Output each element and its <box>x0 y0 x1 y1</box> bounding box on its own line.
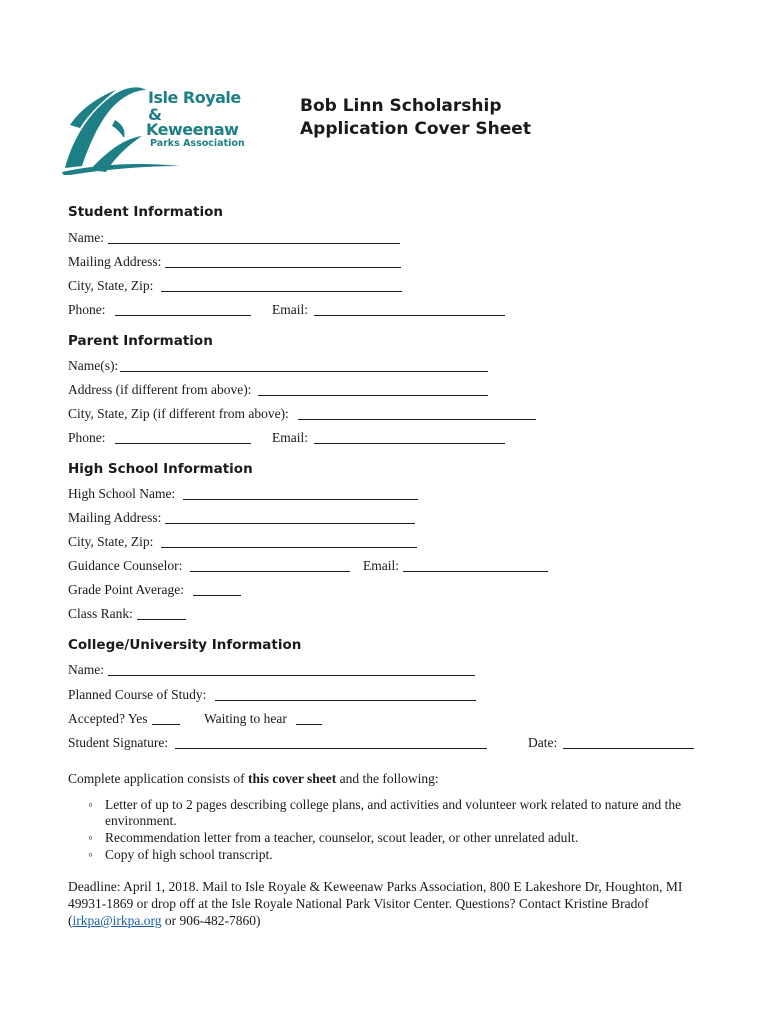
parent-email-field[interactable] <box>314 443 505 444</box>
parent-address-label: Address (if different from above): <box>68 382 252 397</box>
bullet-item-2 <box>88 829 718 846</box>
irkpa-logo <box>60 80 250 175</box>
highschool-mailing-field[interactable] <box>165 523 415 524</box>
parent-contact-row <box>68 429 568 447</box>
parent-phone-field[interactable] <box>115 443 251 444</box>
parent-names-field[interactable] <box>120 371 488 372</box>
accepted-label: Accepted? Yes <box>68 711 148 726</box>
student-mailing-label: Mailing Address: <box>68 254 162 269</box>
student-phone-field[interactable] <box>115 315 251 316</box>
intro-text: Complete application consists of <box>68 771 248 786</box>
highschool-city-label: City, State, Zip: <box>68 534 154 549</box>
waiting-label: Waiting to hear <box>204 711 287 726</box>
student-city-field[interactable] <box>161 291 402 292</box>
logo-text-ampersand: & <box>148 105 162 124</box>
logo-text-isle-royale: Isle Royale <box>148 88 241 107</box>
bullet-text-1-continued: environment. <box>105 813 177 828</box>
contact-email-link[interactable]: irkpa@irkpa.org <box>72 913 162 928</box>
class-rank-label: Class Rank: <box>68 606 133 621</box>
bullet-icon: ◦ <box>88 830 93 845</box>
instructions-intro <box>68 770 439 787</box>
parent-names-label: Name(s): <box>68 358 119 373</box>
parent-section-heading: Parent Information <box>68 333 213 349</box>
highschool-name-label: High School Name: <box>68 486 176 501</box>
student-section-heading: Student Information <box>68 204 223 220</box>
bullet-text-3: Copy of high school transcript. <box>105 847 273 862</box>
deadline-line-1: Deadline: April 1, 2018. Mail to Isle Royale & Keweenaw Parks Association, 800 E Lakeshore Dr, Houghton, MI <box>68 879 683 894</box>
gpa-label: Grade Point Average: <box>68 582 184 597</box>
parent-city-label: City, State, Zip (if different from above): <box>68 406 289 421</box>
signature-field[interactable] <box>175 748 487 749</box>
college-name-field[interactable] <box>108 675 475 676</box>
intro-bold-text: this cover sheet <box>247 771 337 786</box>
counselor-email-field[interactable] <box>403 571 548 572</box>
gpa-field[interactable] <box>193 595 241 596</box>
logo-text-keweenaw: Keweenaw <box>146 120 239 139</box>
student-email-field[interactable] <box>314 315 505 316</box>
deadline-line-3 <box>68 912 261 929</box>
title-line-1: Bob Linn Scholarship <box>300 96 502 116</box>
college-name-label: Name: <box>68 662 104 677</box>
course-field[interactable] <box>215 700 476 701</box>
highschool-section-heading: High School Information <box>68 461 253 477</box>
signature-row <box>68 734 698 752</box>
student-contact-row <box>68 301 568 319</box>
highschool-counselor-row <box>68 557 568 575</box>
bullet-icon: ◦ <box>88 847 93 862</box>
counselor-email-label: Email: <box>363 558 399 573</box>
logo-text-parks-association: Parks Association <box>150 138 245 149</box>
contact-phone-text: or 906-482-7860) <box>161 913 261 928</box>
student-name-label: Name: <box>68 230 104 245</box>
bullet-icon: ◦ <box>88 797 93 812</box>
parent-email-label: Email: <box>272 430 308 445</box>
highschool-city-field[interactable] <box>161 547 417 548</box>
parent-phone-label: Phone: <box>68 430 106 445</box>
student-email-label: Email: <box>272 302 308 317</box>
intro-text-end: and the following: <box>336 771 439 786</box>
highschool-name-field[interactable] <box>183 499 418 500</box>
deadline-line-2: 49931-1869 or drop off at the Isle Royale National Park Visitor Center. Questions? Contact Kristine Bradof <box>68 896 649 911</box>
highschool-mailing-label: Mailing Address: <box>68 510 162 525</box>
open-paren: ( <box>68 913 73 928</box>
bullet-item-3 <box>88 846 718 863</box>
counselor-field[interactable] <box>190 571 350 572</box>
class-rank-field[interactable] <box>137 619 186 620</box>
date-label: Date: <box>528 735 558 750</box>
waiting-field[interactable] <box>296 724 322 725</box>
title-line-2: Application Cover Sheet <box>300 119 531 139</box>
accepted-yes-field[interactable] <box>152 724 180 725</box>
signature-label: Student Signature: <box>68 735 169 750</box>
bullet-item-1 <box>88 796 718 813</box>
student-name-field[interactable] <box>108 243 400 244</box>
bullet-item-1-continued <box>88 812 718 829</box>
student-city-label: City, State, Zip: <box>68 278 154 293</box>
student-phone-label: Phone: <box>68 302 106 317</box>
acceptance-row <box>68 710 368 728</box>
bullet-text-2: Recommendation letter from a teacher, counselor, scout leader, or other unrelated adult. <box>105 830 579 845</box>
student-mailing-field[interactable] <box>165 267 401 268</box>
counselor-label: Guidance Counselor: <box>68 558 183 573</box>
date-field[interactable] <box>563 748 694 749</box>
page-title <box>300 95 531 141</box>
college-section-heading: College/University Information <box>68 637 302 653</box>
course-label: Planned Course of Study: <box>68 687 207 702</box>
parent-address-field[interactable] <box>258 395 488 396</box>
bullet-text-1: Letter of up to 2 pages describing college plans, and activities and volunteer work related to nature and the <box>105 797 682 812</box>
parent-city-field[interactable] <box>298 419 536 420</box>
